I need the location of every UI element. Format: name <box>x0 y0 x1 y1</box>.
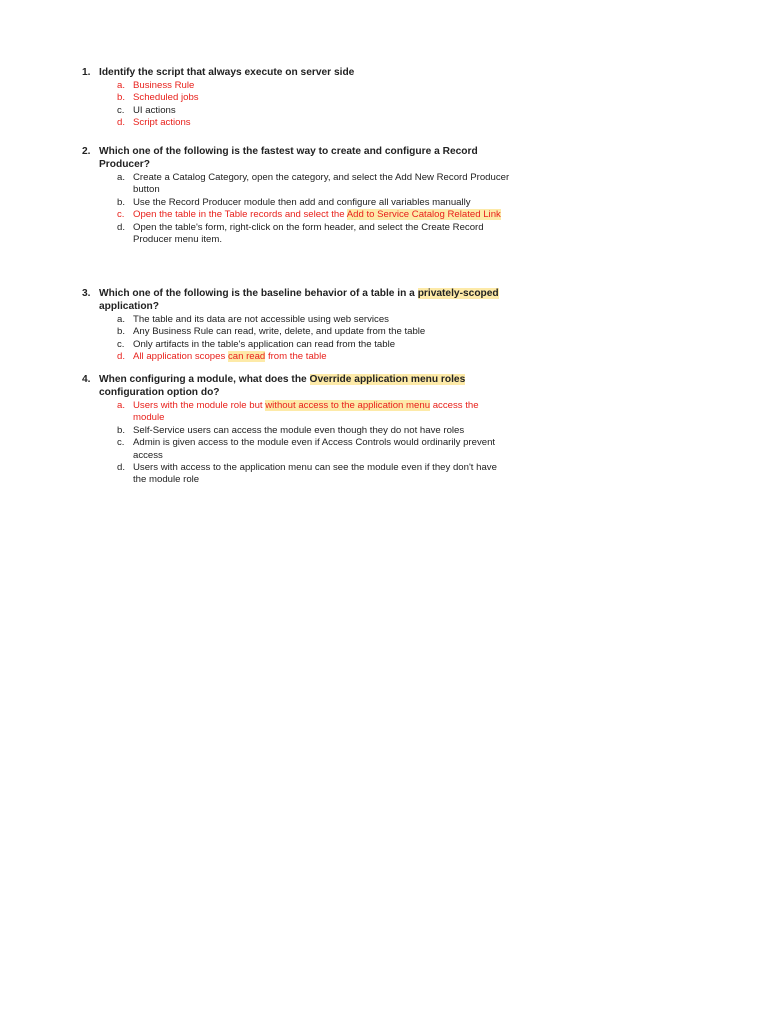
option-letter: c. <box>117 209 125 221</box>
option-letter: b. <box>117 196 126 208</box>
option-a <box>82 400 512 425</box>
option-c <box>82 209 512 221</box>
option-letter: d. <box>117 351 126 363</box>
option-text: Admin is given access to the module even if Access Controls would ordinarily prevent access <box>133 437 496 461</box>
option-text-post: access the module <box>133 400 479 424</box>
option-b <box>82 326 512 338</box>
option-text: Script actions <box>133 117 191 129</box>
option-text: Use the Record Producer module then add and configure all variables manually <box>133 196 471 208</box>
option-text: Self-Service users can access the module even though they do not have roles <box>133 424 465 436</box>
option-text-pre: Users with the module role but <box>133 400 266 411</box>
option-text: Users with access to the application menu can see the module even if they don't have the module role <box>133 462 497 486</box>
option-text: UI actions <box>133 104 176 116</box>
option-b <box>82 425 512 437</box>
option-d <box>82 462 512 487</box>
option-letter: c. <box>117 104 125 116</box>
option-letter: b. <box>117 326 126 338</box>
question-number: 2. <box>82 146 91 157</box>
option-letter: d. <box>117 462 126 474</box>
option-letter: c. <box>117 338 125 350</box>
question-text: Identify the script that always execute on server side <box>99 67 355 78</box>
option-letter: c. <box>117 437 125 449</box>
option-a <box>82 80 512 92</box>
option-list <box>82 314 512 364</box>
option-text-highlight: without access to the application menu <box>265 400 431 411</box>
option-b <box>82 197 512 209</box>
question-text-post: configuration option do? <box>99 387 220 398</box>
option-text-highlight: can read <box>227 351 266 363</box>
option-b <box>82 92 512 104</box>
option-a <box>82 172 512 197</box>
question-stem <box>82 145 512 171</box>
option-text: The table and its data are not accessible using web services <box>133 314 389 325</box>
question-stem <box>82 373 512 399</box>
option-list <box>82 400 512 487</box>
option-text-pre: All application scopes <box>133 351 228 363</box>
option-letter: a. <box>117 172 126 183</box>
question-text-highlight: Override application menu roles <box>309 374 466 385</box>
option-letter: a. <box>117 400 126 411</box>
question-2 <box>82 145 512 246</box>
question-number: 1. <box>82 67 91 78</box>
option-text: Create a Catalog Category, open the category, and select the Add New Record Producer button <box>133 172 510 196</box>
question-number: 4. <box>82 374 91 385</box>
option-text: Open the table's form, right-click on the form header, and select the Create Record Producer menu item. <box>133 221 484 246</box>
question-text-pre: When configuring a module, what does the <box>99 374 310 385</box>
question-stem <box>82 66 512 79</box>
option-text: Any Business Rule can read, write, delete, and update from the table <box>133 326 426 338</box>
option-text-pre: Open the table in the Table records and select the <box>133 209 347 221</box>
option-c <box>82 339 512 351</box>
option-text: Business Rule <box>133 80 195 91</box>
option-list <box>82 80 512 130</box>
option-c <box>82 437 512 462</box>
option-letter: b. <box>117 424 126 436</box>
option-list <box>82 172 512 246</box>
question-3 <box>82 287 512 364</box>
question-number: 3. <box>82 288 91 299</box>
option-letter: a. <box>117 80 126 91</box>
question-1 <box>82 66 512 130</box>
question-text: Which one of the following is the fastest way to create and configure a Record Producer? <box>99 146 478 170</box>
option-letter: d. <box>117 117 126 129</box>
question-text-pre: Which one of the following is the baseline behavior of a table in a <box>99 288 418 299</box>
option-d <box>82 222 512 247</box>
option-d <box>82 117 512 129</box>
question-4 <box>82 373 512 487</box>
option-letter: b. <box>117 92 126 104</box>
option-d <box>82 351 512 363</box>
option-text-post: from the table <box>265 351 327 363</box>
question-text-highlight: privately-scoped <box>417 288 499 299</box>
option-text-highlight: Add to Service Catalog Related Link <box>346 209 501 221</box>
option-letter: a. <box>117 314 126 325</box>
option-letter: d. <box>117 221 126 233</box>
question-stem <box>82 287 512 313</box>
option-text: Only artifacts in the table's application can read from the table <box>133 338 396 350</box>
option-text: Scheduled jobs <box>133 92 199 104</box>
option-c <box>82 105 512 117</box>
option-a <box>82 314 512 326</box>
question-text-post: application? <box>99 301 159 312</box>
